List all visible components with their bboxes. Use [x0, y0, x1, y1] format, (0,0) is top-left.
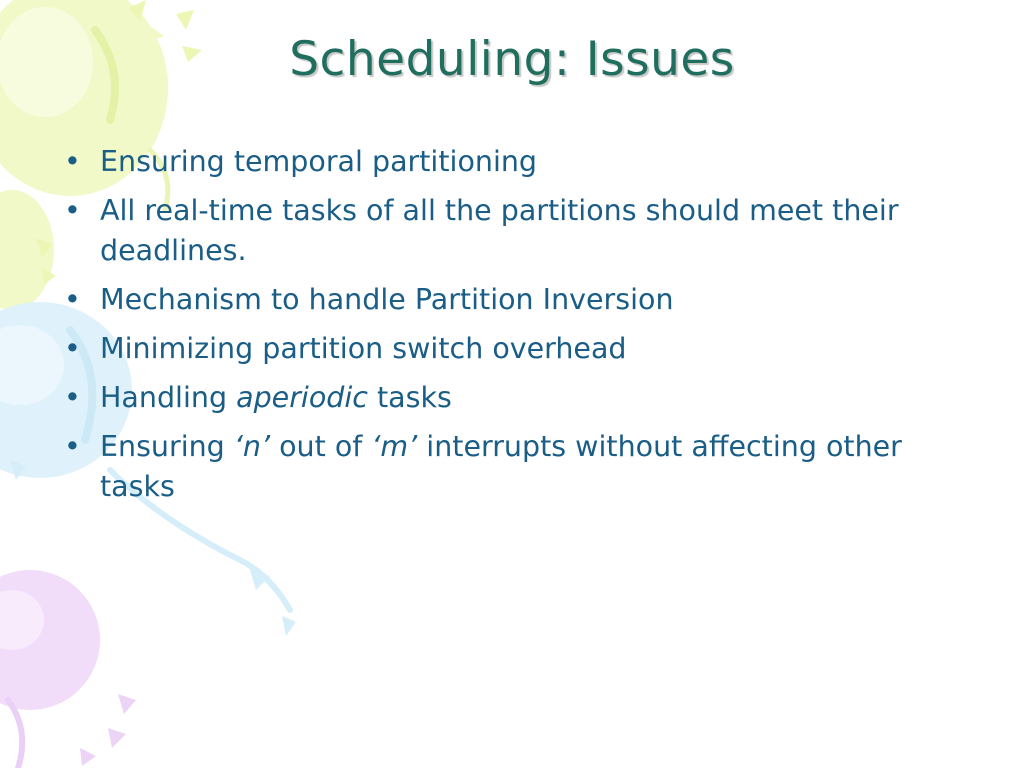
purple-balloon-icon	[0, 570, 136, 768]
bullet-marker: •	[64, 194, 81, 227]
bullet-item	[58, 191, 978, 271]
bullet-text-part: Ensuring	[100, 430, 234, 463]
bullet-item	[58, 378, 978, 418]
bullet-text: All real-time tasks of all the partitions should meet their deadlines.	[100, 194, 899, 267]
bullet-text: Mechanism to handle Partition Inversion	[100, 283, 674, 316]
bullet-marker: •	[64, 283, 81, 316]
bullet-text-part: out of	[270, 430, 372, 463]
bullet-text-part: Handling	[100, 381, 237, 414]
bullet-item	[58, 142, 978, 182]
bullet-text-part: interrupts without affecting other tasks	[100, 430, 902, 503]
bullet-text: Minimizing partition switch overhead	[100, 332, 627, 365]
bullet-marker: •	[64, 381, 81, 414]
bullet-marker: •	[64, 430, 81, 463]
bullet-text-italic: ‘n’	[233, 430, 271, 463]
bullet-text: Ensuring temporal partitioning	[100, 145, 538, 178]
bullet-marker: •	[64, 332, 81, 365]
yellow-balloon-left-icon	[0, 190, 56, 310]
bullet-text-part: tasks	[367, 381, 452, 414]
bullet-list	[58, 142, 978, 516]
bullet-text-italic: ‘m’	[371, 430, 418, 463]
bullet-item	[58, 329, 978, 369]
slide-title: Scheduling: Issues	[289, 32, 735, 87]
bullet-item	[58, 427, 978, 507]
bullet-marker: •	[64, 145, 81, 178]
bullet-item	[58, 280, 978, 320]
bullet-text-italic: aperiodic	[236, 381, 368, 414]
